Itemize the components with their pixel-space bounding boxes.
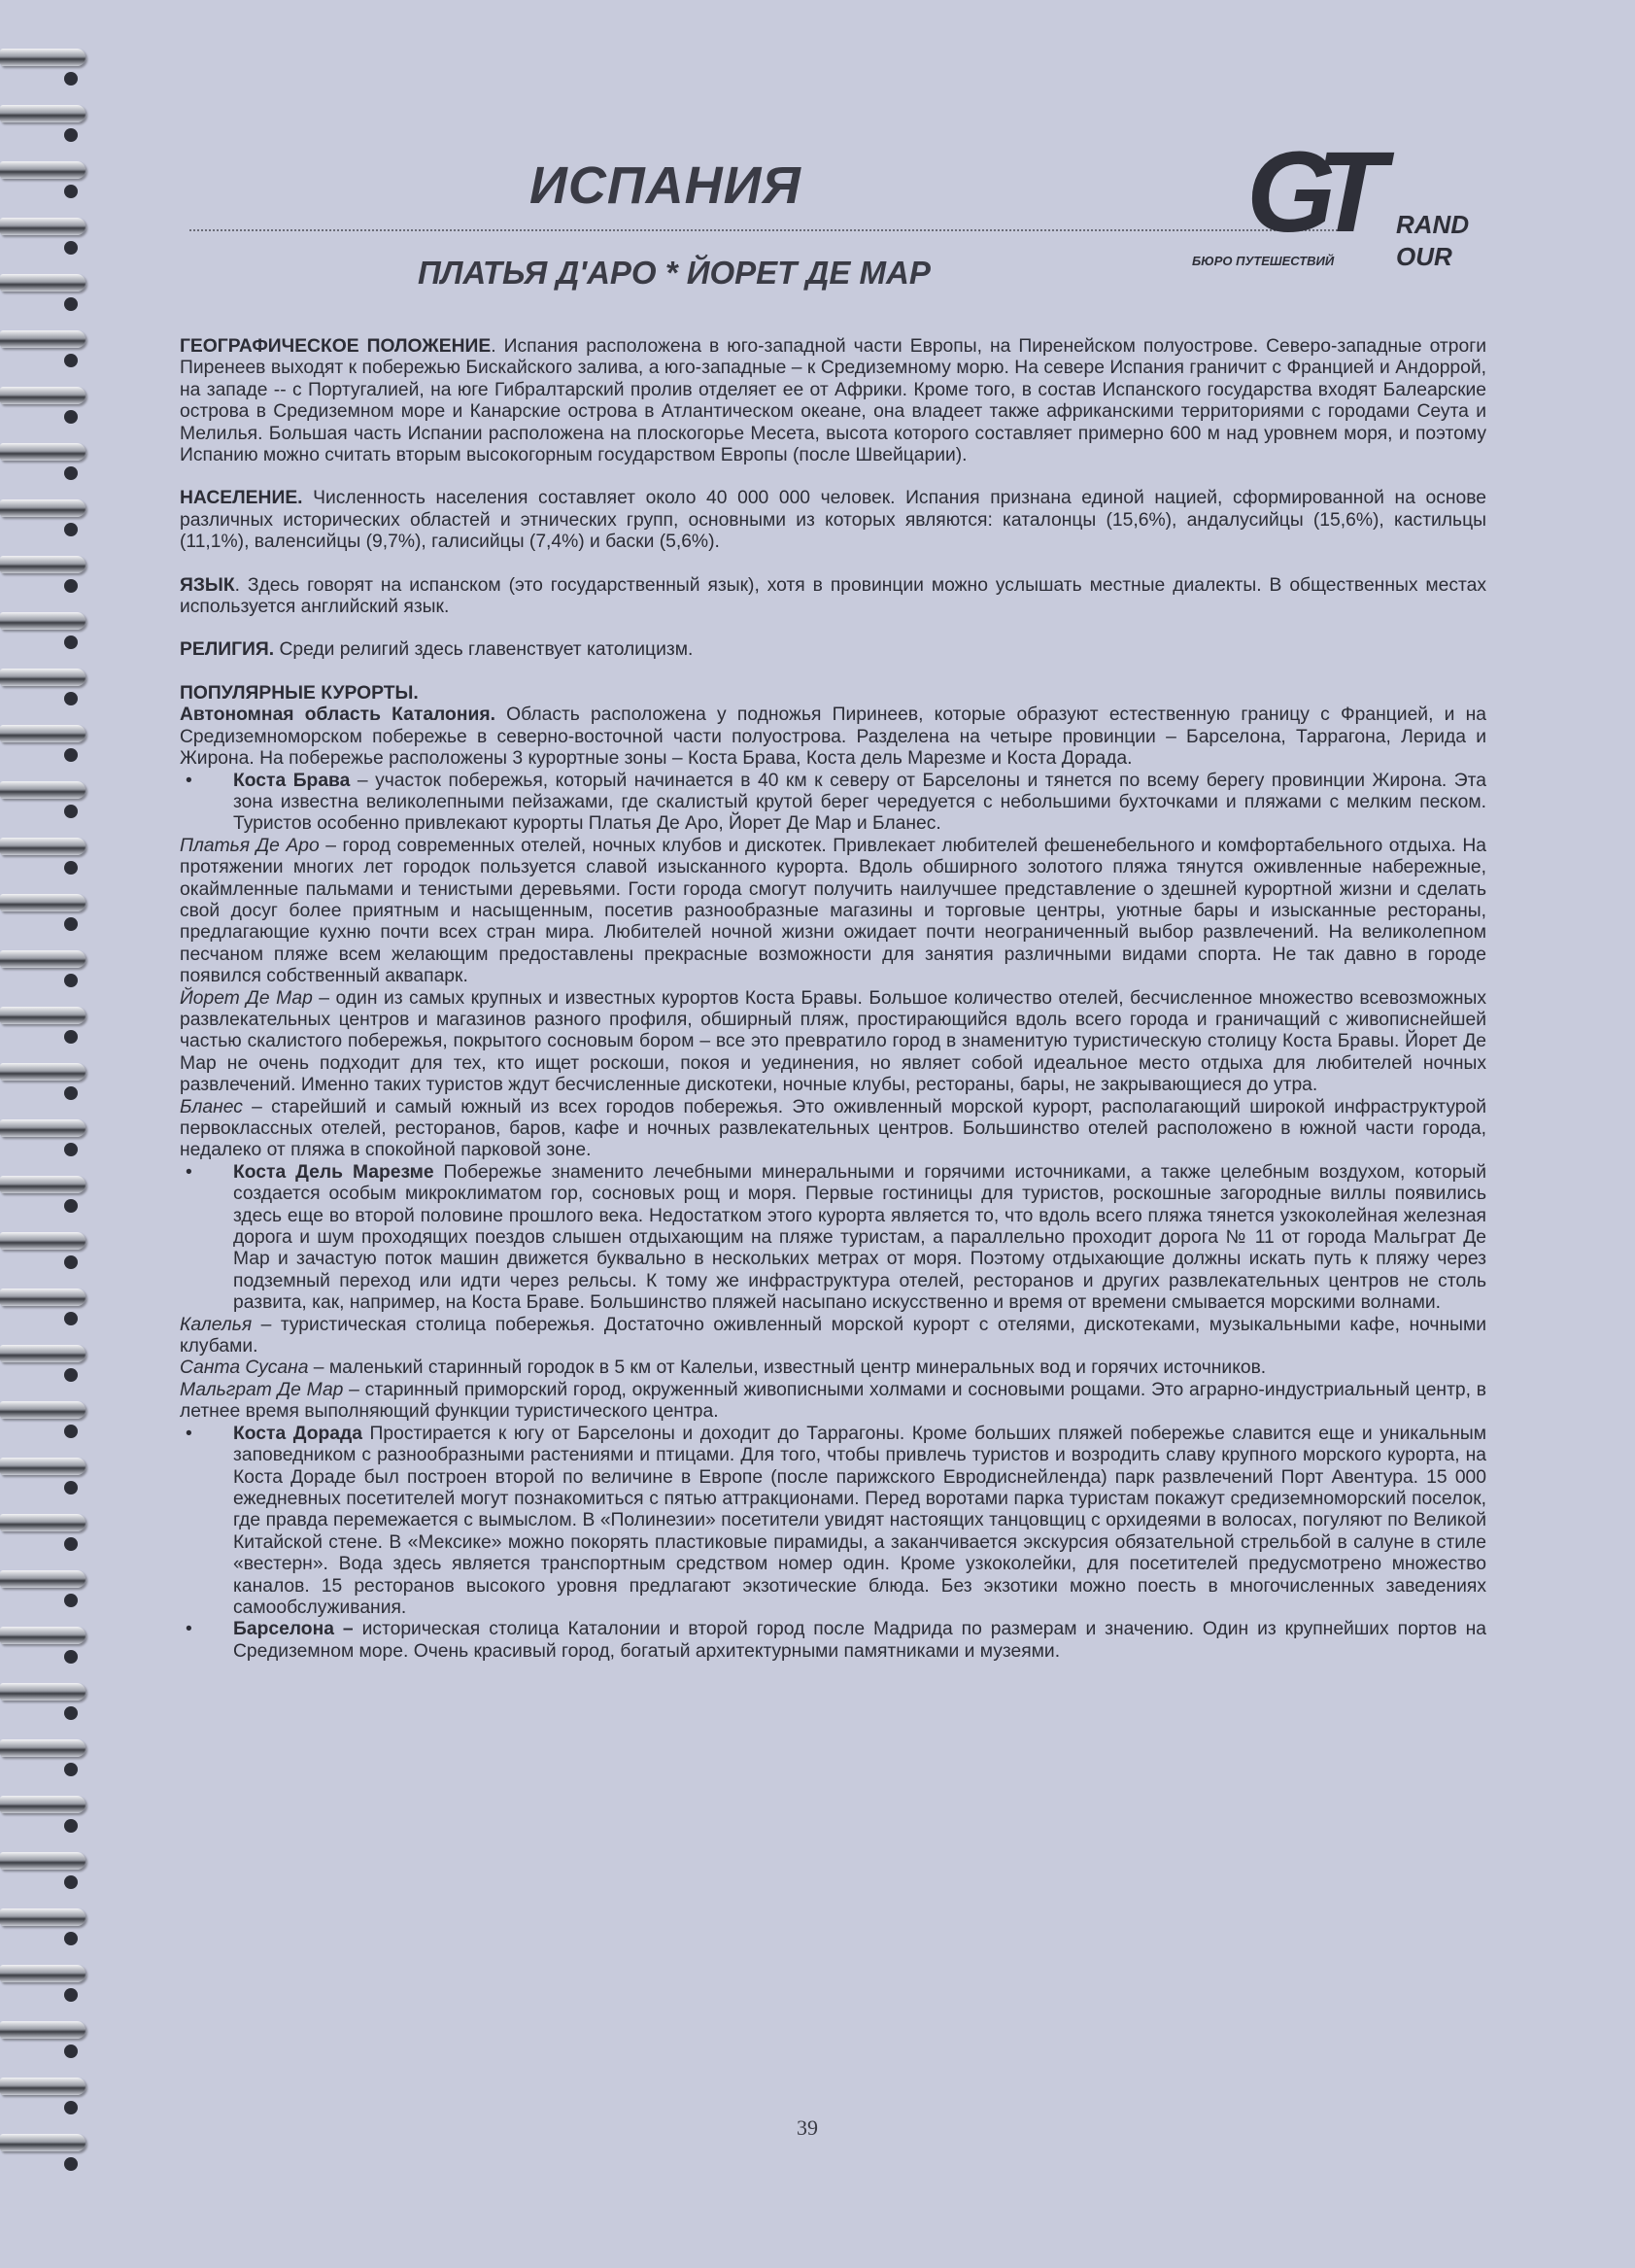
logo-letters: GT xyxy=(1246,128,1367,257)
costa-brava-text: – участок побережья, который начинается в 40 км к северу от Барселоны и тянется по всему берегу провинции Жирона. Эта зона известна великолепными пейзажами, где скалистый крутой берег чередуется с небольшими бухточками и пляжами с мелким песком. Туристов особенно привлекают курорты Платья Де Аро, Йорет Де Мар и Бланес. xyxy=(233,770,1486,835)
catalonia-text: Область расположена у подножья Пиринеев, которые образуют естественную границу с Францией, и на Средиземноморском побережье в северно-восточной части полуострова. Разделена на четыре провинции – Барселона, Таррагона, Лерида и Жирона. На побережье расположены 3 курортные зоны – Коста Брава, Коста дель Марезме и Коста Дорада. xyxy=(180,704,1486,770)
punch-hole xyxy=(64,523,78,536)
page-number: 39 xyxy=(797,2115,818,2140)
spiral-ring xyxy=(0,781,85,799)
calella-paragraph xyxy=(180,1315,1486,1358)
punch-hole xyxy=(64,861,78,875)
punch-hole xyxy=(64,241,78,255)
bullet-icon: • xyxy=(186,1161,192,1183)
spiral-ring xyxy=(0,330,85,348)
religion-paragraph xyxy=(180,639,1486,661)
document-body xyxy=(180,336,1486,1663)
costa-del-maresme-item xyxy=(180,1162,1486,1315)
grand-tour-logo xyxy=(1190,126,1482,272)
catalonia-title: Автономная область Каталония. xyxy=(180,704,495,726)
bullet-icon: • xyxy=(186,1423,192,1444)
spiral-ring xyxy=(0,1796,85,1813)
punch-hole xyxy=(64,636,78,649)
punch-hole xyxy=(64,2157,78,2171)
punch-hole xyxy=(64,1199,78,1213)
spiral-ring xyxy=(0,1232,85,1250)
spiral-ring xyxy=(0,669,85,686)
population-text: Численность населения составляет около 40 000 000 человек. Испания признана единой нацией, сформированной на основе различных исторических областей и этнических групп, основными из которых являются: каталонцы (15,6%), андалусийцы (15,6%), кастильцы (11,1%), валенсийцы (9,7%), галисийцы (7,4%) и баски (5,6%). xyxy=(180,488,1486,553)
punch-hole xyxy=(64,185,78,198)
spiral-ring xyxy=(0,1627,85,1644)
costa-del-maresme-text: Побережье знаменито лечебными минеральными и горячими источниками, а также целебным воздухом, который создается особым микроклиматом гор, сосновых рощ и моря. Первые гостиницы для туристов, роскошные загородные виллы появились здесь еще во второй половине прошлого века. Недостатком этого курорта является то, что вдоль всего пляжа тянется узкоколейная железная дорога и шум проходящих поездов слышен отдыхающим на пляже туристам, а параллельно проходит дорога № 11 от города Мальграт Де Мар и зачастую поток машин движется буквально в нескольких метрах от моря. Поэтому отдыхающие должны искать путь к пляжу через подземный переход или идти через рельсы. К тому же инфраструктура отелей, ресторанов и других развлекательных центров не столь развита, как, например, на Коста Браве. Большинство пляжей насыпано искусственно и время от времени смывается морскими волнами. xyxy=(233,1161,1486,1314)
punch-hole xyxy=(64,1425,78,1438)
calella-text: – туристическая столица побережья. Достаточно оживленный морской курорт с отелями, дискотеками, музыкальными кафе, ночными клубами. xyxy=(180,1314,1486,1357)
spiral-ring xyxy=(0,1514,85,1531)
punch-hole xyxy=(64,354,78,367)
barcelona-item xyxy=(180,1619,1486,1663)
malgrat-de-mar-paragraph xyxy=(180,1380,1486,1424)
spiral-ring xyxy=(0,499,85,517)
punch-hole xyxy=(64,2045,78,2058)
resorts-heading-text: ПОПУЛЯРНЫЕ КУРОРТЫ. xyxy=(180,682,419,704)
language-heading: ЯЗЫК xyxy=(180,574,235,596)
punch-hole xyxy=(64,2101,78,2114)
lloret-de-mar-name: Йорет Де Мар xyxy=(180,987,313,1009)
spiral-ring xyxy=(0,387,85,404)
calella-name: Калелья xyxy=(180,1314,253,1335)
spiral-ring xyxy=(0,2078,85,2095)
spiral-ring xyxy=(0,838,85,855)
spiral-ring xyxy=(0,218,85,235)
punch-hole xyxy=(64,1706,78,1720)
spiral-ring xyxy=(0,1401,85,1419)
punch-hole xyxy=(64,1932,78,1945)
geo-heading: ГЕОГРАФИЧЕСКОЕ ПОЛОЖЕНИЕ xyxy=(180,336,492,357)
punch-hole xyxy=(64,805,78,818)
page-title: ИСПАНИЯ xyxy=(529,156,801,215)
costa-brava-title: Коста Брава xyxy=(233,770,351,791)
barcelona-text: историческая столица Каталонии и второй город после Мадрида по размерам и значению. Один из крупнейших портов на Средиземном море. Очень красивый город, богатый архитектурными памятниками и музеями. xyxy=(233,1619,1487,1662)
spiral-ring xyxy=(0,612,85,630)
blanes-paragraph xyxy=(180,1097,1486,1162)
platja-de-aro-paragraph xyxy=(180,836,1486,988)
punch-hole xyxy=(64,748,78,762)
punch-hole xyxy=(64,1030,78,1044)
page-subtitle: ПЛАТЬЯ Д'АРО * ЙОРЕТ ДЕ МАР xyxy=(418,255,931,291)
spiral-ring xyxy=(0,2021,85,2039)
lloret-de-mar-text: – один из самых крупных и известных курортов Коста Бравы. Большое количество отелей, бесчисленное множество всевозможных развлекательных центров и магазинов разного профиля, обширный пляж, простирающийся вдоль всего города и граничащий с живописнейшей частью скалистого побережья, покрытого сосновым бором – все это превратило город в знаменитую туристическую столицу Коста Бравы. Йорет Де Мар не очень подходит для тех, кто ищет роскоши, покоя и уединения, но являет собой идеальное место отдыха для любителей ночных развлечений. Именно таких туристов ждут бесчисленные дискотеки, ночные клубы, рестораны, бары, не закрывающиеся до утра. xyxy=(180,987,1486,1096)
punch-hole xyxy=(64,1763,78,1776)
costa-del-maresme-title: Коста Дель Марезме xyxy=(233,1161,434,1183)
spiral-ring xyxy=(0,1289,85,1306)
punch-hole xyxy=(64,1143,78,1156)
santa-susanna-text: – маленький старинный городок в 5 км от Калельи, известный центр минеральных вод и горячих источников. xyxy=(308,1357,1267,1379)
catalonia-paragraph xyxy=(180,704,1486,770)
religion-heading: РЕЛИГИЯ. xyxy=(180,639,275,661)
punch-hole xyxy=(64,917,78,931)
punch-hole xyxy=(64,1312,78,1325)
spiral-ring xyxy=(0,105,85,122)
spiral-ring xyxy=(0,49,85,66)
spiral-ring xyxy=(0,1683,85,1701)
spiral-ring xyxy=(0,1063,85,1081)
spiral-ring xyxy=(0,1852,85,1870)
language-text: . Здесь говорят на испанском (это государственный язык), хотя в провинции можно услышать местные диалекты. В общественных местах используется английский язык. xyxy=(180,574,1486,618)
spiral-ring xyxy=(0,725,85,742)
punch-hole xyxy=(64,72,78,86)
punch-hole xyxy=(64,1086,78,1100)
punch-hole xyxy=(64,410,78,424)
santa-susanna-paragraph xyxy=(180,1357,1486,1379)
punch-hole xyxy=(64,1650,78,1664)
population-heading: НАСЕЛЕНИЕ. xyxy=(180,488,303,509)
spiral-ring xyxy=(0,1345,85,1362)
punch-hole xyxy=(64,1988,78,2002)
costa-dorada-item xyxy=(180,1424,1486,1620)
spiral-ring xyxy=(0,1176,85,1193)
spiral-ring xyxy=(0,1908,85,1926)
logo-tagline: БЮРО ПУТЕШЕСТВИЙ xyxy=(1192,254,1335,268)
costa-brava-item xyxy=(180,771,1486,836)
barcelona-title: Барселона – xyxy=(233,1619,354,1640)
costa-dorada-text: Простирается к югу от Барселоны и доходит до Таррагоны. Кроме больших пляжей побережье славится еще и уникальным заповедником с разнообразными растениями и птицами. Для того, чтобы привлечь туристов и возродить славу крупного морского курорта, на Коста Дораде был построен второй по величине в Европе (после парижского Евродиснейленда) парк развлечений Порт Авентура. 15 000 ежедневных посетителей могут познакомиться с пятью аттракционами. Перед воротами парка туристам покажут средиземноморский поселок, где правда перемежается с вымыслом. В «Полинезии» посетители увидят настоящих танцовщиц с орхидеями в волосах, погуляют по Великой Китайской стене. В «Мексике» можно покорять пластиковые пирамиды, а заканчивается экскурсия обязательной стрельбой в салуне в стиле «вестерн». Вода здесь является транспортным средством номер один. Кроме узкоколейки, для посетителей предусмотрено множество каналов. 15 ресторанов высокого уровня предлагают экзотические блюда. Без экзотики можно поесть в многочисленных заведениях самообслуживания. xyxy=(233,1423,1486,1618)
platja-de-aro-name: Платья Де Аро xyxy=(180,835,320,856)
header-divider xyxy=(189,229,1345,231)
santa-susanna-name: Санта Сусана xyxy=(180,1357,309,1379)
malgrat-de-mar-text: – старинный приморский город, окруженный живописными холмами и сосновыми рощами. Это аграрно-индустриальный центр, в летнее время выполняющий функции туристического центра. xyxy=(180,1379,1486,1423)
logo-rand: RAND xyxy=(1396,210,1470,239)
spiral-ring xyxy=(0,1739,85,1757)
spiral-ring xyxy=(0,556,85,573)
resorts-heading xyxy=(180,683,1486,704)
population-paragraph xyxy=(180,488,1486,553)
language-paragraph xyxy=(180,575,1486,619)
bullet-icon: • xyxy=(186,770,192,791)
blanes-name: Бланес xyxy=(180,1096,243,1117)
spiral-ring xyxy=(0,1570,85,1588)
punch-hole xyxy=(64,1255,78,1269)
punch-hole xyxy=(64,974,78,987)
spiral-binding xyxy=(0,0,107,2268)
punch-hole xyxy=(64,692,78,705)
punch-hole xyxy=(64,579,78,593)
religion-text: Среди религий здесь главенствует католицизм. xyxy=(274,639,694,661)
punch-hole xyxy=(64,1594,78,1607)
logo-our: OUR xyxy=(1396,242,1452,271)
spiral-ring xyxy=(0,161,85,179)
spiral-ring xyxy=(0,950,85,968)
spiral-ring xyxy=(0,443,85,461)
punch-hole xyxy=(64,1875,78,1889)
geo-paragraph xyxy=(180,336,1486,466)
punch-hole xyxy=(64,1819,78,1833)
platja-de-aro-text: – город современных отелей, ночных клубов и дискотек. Привлекает любителей фешенебельного и комфортабельного отдыха. На протяжении многих лет городок пользуется славой изысканного курорта. Вдоль обширного золотого пляжа тянутся оживленные набережные, окаймленные пальмами и тенистыми деревьями. Гости города смогут получить наилучшее представление о здешней курортной жизни и сделать свой досуг более приятным и насыщенным, посетив разнообразные магазины и торговые центры, уютные бары и изысканные рестораны, предлагающие кухню почти всех стран мира. Любителей ночной жизни ожидает почти неограниченный выбор развлечений. На великолепном песчаном пляже всем желающим предоставлены прекрасные возможности для занятия различными видами спорта. Не так давно в городе появился собственный аквапарк. xyxy=(180,835,1486,987)
costa-dorada-title: Коста Дорада xyxy=(233,1423,362,1444)
spiral-ring xyxy=(0,894,85,911)
malgrat-de-mar-name: Мальграт Де Мар xyxy=(180,1379,344,1400)
spiral-ring xyxy=(0,1965,85,1982)
geo-text: . Испания расположена в юго-западной части Европы, на Пиренейском полуострове. Северо-западные отроги Пиренеев выходят к побережью Бискайского залива, а юго-западные – к Средиземному морю. На севере Испания граничит с Францией и Андоррой, на западе -- с Португалией, на юге Гибралтарский пролив отделяет ее от Африки. Кроме того, в состав Испанского государства входят Балеарские острова в Средиземном море и Канарские острова в Атлантическом океане, она владеет также африканскими территориями с городами Сеута и Мелилья. Большая часть Испании расположена на плоскогорье Месета, высота которого составляет примерно 600 м над уровнем моря, и поэтому Испанию можно считать вторым высокогорным государством Европы (после Швейцарии). xyxy=(180,336,1486,466)
blanes-text: – старейший и самый южный из всех городов побережья. Это оживленный морской курорт, располагающий широкой инфраструктурой первоклассных отелей, ресторанов, баров, кафе и ночных развлекательных центров. Большинство отелей расположено в южной части города, недалеко от пляжа в спокойной парковой зоне. xyxy=(180,1096,1486,1161)
spiral-ring xyxy=(0,2134,85,2151)
punch-hole xyxy=(64,128,78,142)
spiral-ring xyxy=(0,1458,85,1475)
lloret-de-mar-paragraph xyxy=(180,988,1486,1097)
spiral-ring xyxy=(0,1007,85,1024)
punch-hole xyxy=(64,297,78,311)
punch-hole xyxy=(64,1537,78,1551)
punch-hole xyxy=(64,466,78,480)
spiral-ring xyxy=(0,274,85,292)
punch-hole xyxy=(64,1481,78,1495)
spiral-ring xyxy=(0,1119,85,1137)
punch-hole xyxy=(64,1368,78,1382)
bullet-icon: • xyxy=(186,1619,192,1640)
